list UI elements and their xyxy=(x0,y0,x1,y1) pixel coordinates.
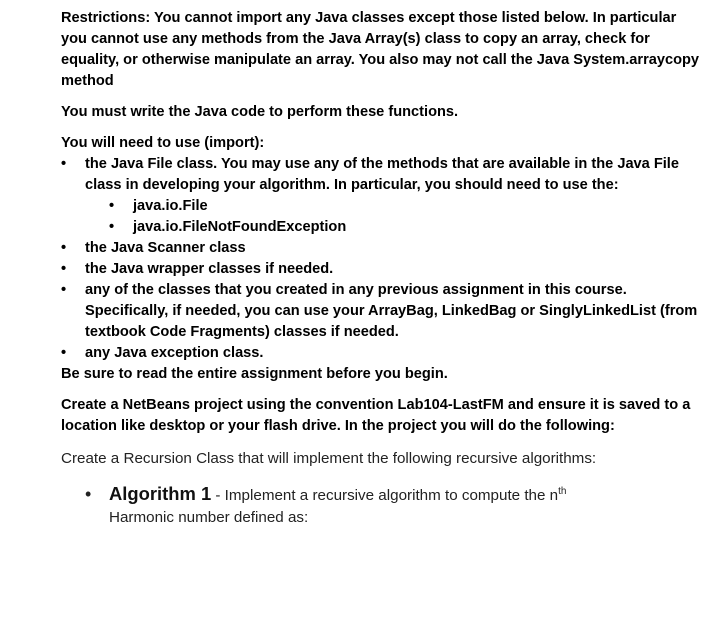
sub-list xyxy=(85,196,701,238)
list-item: • any of the classes that you created in any previous assignment in this course. Specifically, if needed, you can use your ArrayBag, LinkedBag or SinglyLinkedList (from textbook Code Fragments) classes if needed. xyxy=(61,280,701,343)
algorithm-item xyxy=(61,483,701,529)
algorithm-title: Algorithm 1 xyxy=(109,483,212,504)
restrictions-paragraph: Restrictions: You cannot import any Java classes except those listed below. In particular you cannot use any methods from the Java Array(s) class to copy an array, check for equality, or otherwise manipulate an array. You also may not call the Java System.arraycopy method xyxy=(61,10,700,89)
list-item: • java.io.FileNotFoundException xyxy=(109,217,701,238)
need-use-heading: You will need to use (import): xyxy=(61,135,265,151)
algorithm-desc-cont: Harmonic number defined as: xyxy=(109,509,309,526)
document-page xyxy=(61,8,701,529)
list-item xyxy=(61,154,701,238)
list-item-text: the Java File class. You may use any of the methods that are available in the Java File class in developing your algorithm. In particular, you should need to use the: xyxy=(85,156,679,193)
list-item: • java.io.File xyxy=(109,196,701,217)
bullet-icon: • xyxy=(85,484,92,504)
list-item: • any Java exception class. xyxy=(61,343,701,364)
create-project-paragraph: Create a NetBeans project using the convention Lab104-LastFM and ensure it is saved to a location like desktop or your flash drive. In the project you will do the following: xyxy=(61,397,691,434)
be-sure-paragraph: Be sure to read the entire assignment before you begin. xyxy=(61,366,448,382)
algorithm-desc: - Implement a recursive algorithm to compute the n xyxy=(211,487,559,504)
must-write-paragraph: You must write the Java code to perform these functions. xyxy=(61,104,459,120)
list-item: • the Java wrapper classes if needed. xyxy=(61,259,701,280)
list-item: • the Java Scanner class xyxy=(61,238,701,259)
import-list xyxy=(61,154,701,364)
algorithm-sup: th xyxy=(558,485,567,497)
create-class-paragraph: Create a Recursion Class that will implement the following recursive algorithms: xyxy=(61,450,597,467)
